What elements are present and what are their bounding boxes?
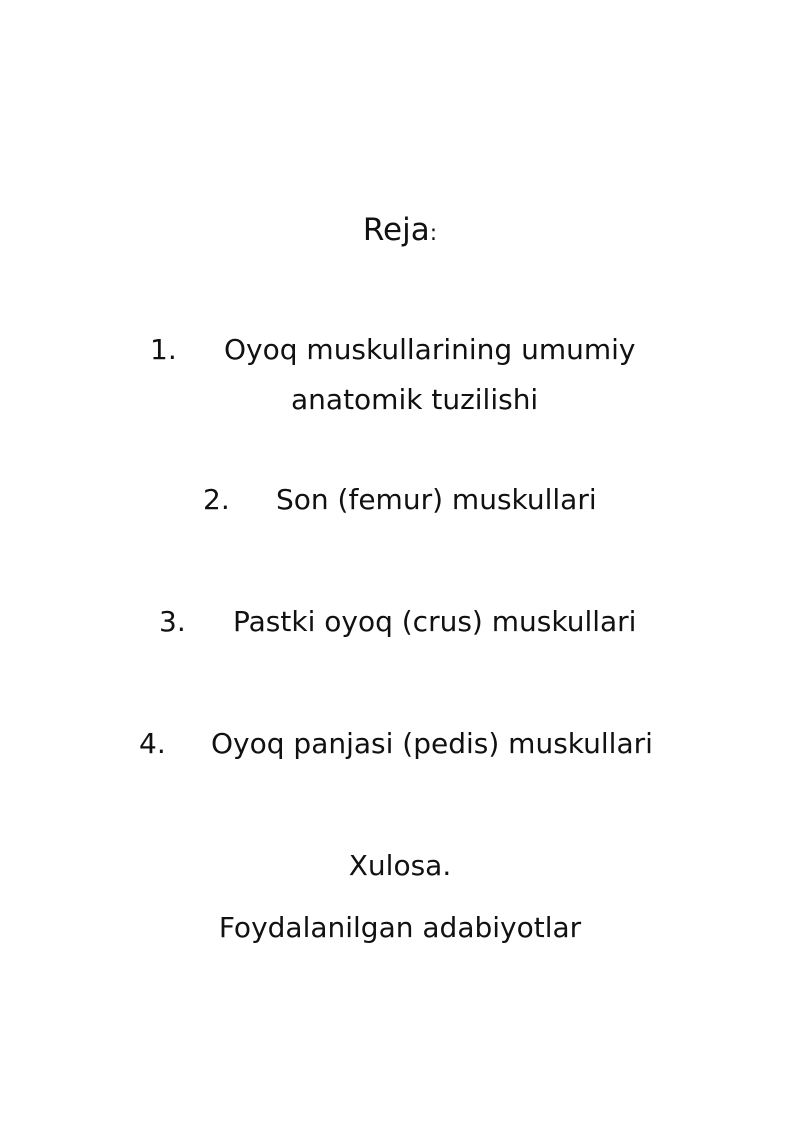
- page-title: [0, 210, 800, 254]
- plan-item-1-continuation: [291, 375, 538, 425]
- plan-item-text: Pastki oyoq (crus) muskullari: [233, 605, 637, 638]
- plan-item-4: [139, 719, 653, 769]
- plan-item-3: [159, 597, 636, 647]
- title-colon: :: [429, 221, 438, 246]
- title-text: Reja: [362, 212, 430, 248]
- plan-item-2: [203, 475, 597, 525]
- plan-item-text: Son (femur) muskullari: [276, 483, 597, 516]
- plan-item-number: 3.: [159, 605, 186, 638]
- plan-item-text: Oyoq panjasi (pedis) muskullari: [211, 727, 653, 760]
- plan-item-text: anatomik tuzilishi: [291, 383, 539, 416]
- plan-item-number: 1.: [150, 333, 177, 366]
- plan-item-text: Oyoq muskullarining umumiy: [224, 333, 636, 366]
- plan-item-number: 2.: [203, 483, 230, 516]
- plan-item-number: 4.: [139, 727, 166, 760]
- references-heading: Foydalanilgan adabiyotlar: [218, 911, 582, 944]
- conclusion-heading: Xulosa.: [348, 849, 452, 882]
- plan-item-1: [150, 325, 635, 375]
